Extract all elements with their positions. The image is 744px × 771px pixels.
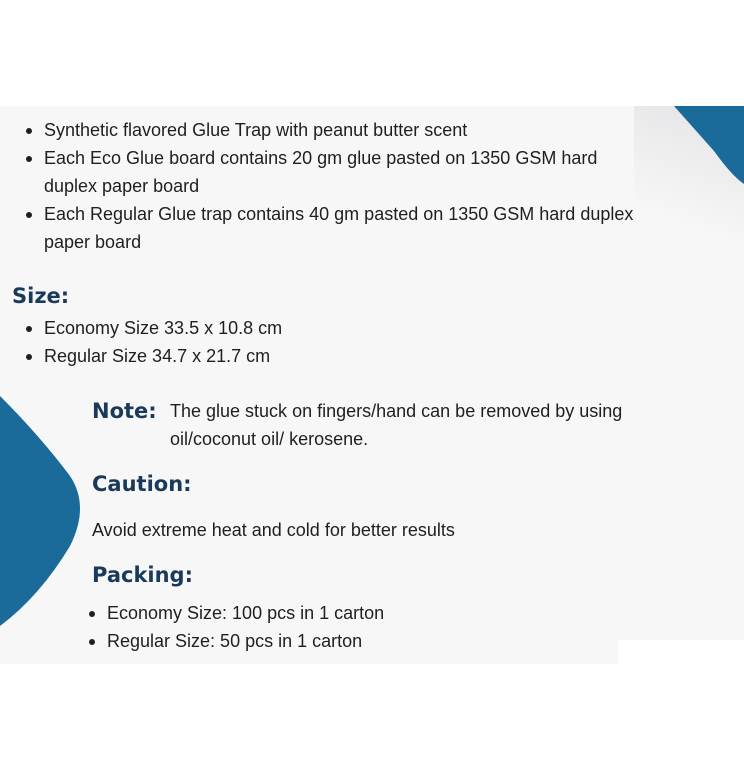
packing-list (75, 599, 575, 655)
size-item: Economy Size 33.5 x 10.8 cm (12, 314, 612, 342)
caution-text: Avoid extreme heat and cold for better results (92, 520, 455, 540)
note-text: The glue stuck on fingers/hand can be removed by using oil/coconut oil/ kerosene. (170, 401, 623, 449)
size-heading: Size: (12, 284, 70, 308)
note-heading: Note: (92, 399, 157, 423)
caution-heading: Caution: (92, 472, 192, 496)
corner-decoration-top-right (674, 106, 744, 186)
feature-item: Each Eco Glue board contains 20 gm glue pasted on 1350 GSM hard duplex paper board (12, 144, 652, 200)
packing-item: Regular Size: 50 pcs in 1 carton (75, 627, 575, 655)
packing-item: Economy Size: 100 pcs in 1 carton (75, 599, 575, 627)
size-list (12, 314, 612, 370)
packing-heading: Packing: (92, 563, 193, 587)
white-corner-cut (618, 640, 744, 664)
feature-item: Synthetic flavored Glue Trap with peanut butter scent (12, 116, 652, 144)
size-item: Regular Size 34.7 x 21.7 cm (12, 342, 612, 370)
feature-item: Each Regular Glue trap contains 40 gm pasted on 1350 GSM hard duplex paper board (12, 200, 652, 256)
feature-list (12, 116, 652, 256)
